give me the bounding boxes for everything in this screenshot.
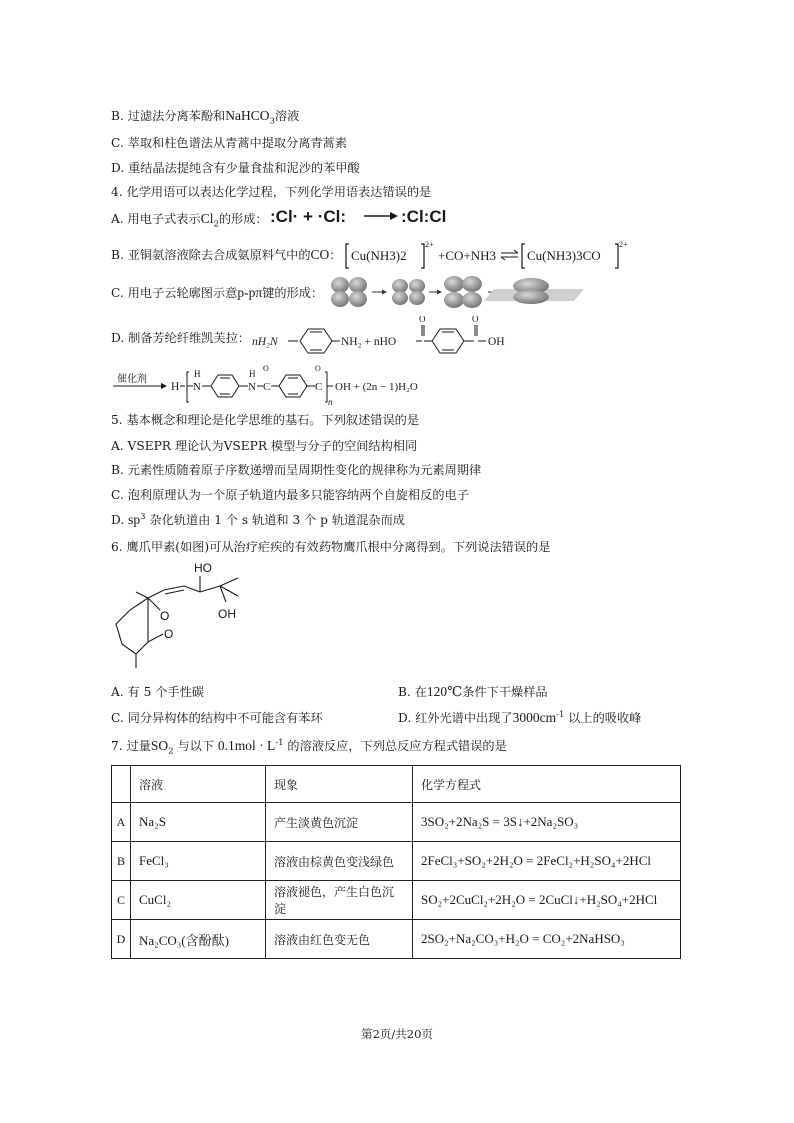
- q4-option-a: [111, 211, 268, 230]
- arrow-icon: [372, 290, 387, 295]
- benzene-ring-icon: [211, 375, 239, 397]
- subscript: 2: [168, 746, 174, 757]
- table-row: [112, 803, 681, 842]
- text: 溶液: [274, 109, 300, 123]
- row-label: C: [112, 881, 131, 920]
- superscript: -1: [275, 737, 284, 748]
- subscript: 3: [269, 116, 275, 127]
- equation-cell: 2SO₂+Na₂CO₃+H₂O = CO₂+2NaHSO₃: [413, 920, 681, 959]
- text: 条件下干燥样品: [462, 685, 548, 699]
- catalyst-label: 催化剂: [117, 374, 147, 385]
- q7-stem: [111, 737, 507, 757]
- p-orbital-pair-1: [331, 277, 367, 307]
- text: B. 过滤法分离苯酚和: [111, 109, 226, 123]
- dot-right: :Cl:Cl:: [401, 207, 448, 226]
- o-label: O: [263, 364, 269, 373]
- row-label: A: [112, 803, 131, 842]
- q4-option-c: [111, 285, 323, 301]
- text: 的形成：: [218, 212, 268, 226]
- solution-cell: Na₂S: [131, 803, 266, 842]
- q3-option-b: [111, 108, 300, 127]
- solution-cell: Na₂CO₃(含酚酞): [131, 920, 266, 959]
- phenomenon-cell: 溶液由棕黄色变浅绿色: [266, 842, 413, 881]
- arrow-icon: [429, 290, 442, 295]
- q5-stem: 5. 基本概念和理论是化学思维的基石。下列叙述错误的是: [111, 413, 420, 427]
- o-label: O: [472, 316, 479, 324]
- benzene-ring-icon: [432, 329, 464, 353]
- header-cell: 现象: [266, 766, 413, 803]
- q6-option-b: [398, 684, 548, 700]
- header-cell: 化学方程式: [413, 766, 681, 803]
- cu-ammonia-equation: [343, 238, 633, 272]
- q5-option-b: B. 元素性质随着原子序数递增而呈周期性变化的规律称为元素周期律: [111, 463, 482, 477]
- electron-dot-equation: [268, 202, 448, 230]
- chem-formula: SO: [150, 738, 169, 753]
- hydroxyl-top: HO: [194, 561, 212, 575]
- phenomenon-cell: 产生淡黄色沉淀: [266, 803, 413, 842]
- page-footer: 第2页/共20页: [361, 1027, 433, 1041]
- repeat-n: n: [328, 397, 333, 407]
- table-row: [112, 920, 681, 959]
- diacid-label: NH₂ + nHO: [341, 336, 397, 348]
- q4-option-b: [111, 247, 341, 263]
- o-label: O: [419, 316, 426, 324]
- text: 与以下: [173, 739, 218, 753]
- chem-value: 0.1mol · L: [217, 738, 276, 753]
- c-atom: C: [263, 381, 271, 393]
- chem-formula: NaHCO: [225, 108, 270, 123]
- superscript: 3: [140, 511, 146, 522]
- text: B. 亚铜氨溶液除去合成氨原料气中的: [111, 248, 311, 262]
- row-label: D: [112, 920, 131, 959]
- text: 7. 过量: [111, 739, 151, 753]
- superscript: -1: [556, 709, 565, 720]
- charge: 2+: [425, 240, 434, 249]
- header-cell: [112, 766, 131, 803]
- q3-option-c: C. 萃取和柱色谱法从青蒿中提取分离青蒿素: [111, 136, 348, 150]
- q6-stem: 6. 鹰爪甲素(如图)可从治疗疟疾的有效药物鹰爪根中分离得到。下列说法错误的是: [111, 540, 551, 554]
- q5-option-d: [111, 512, 405, 528]
- benzene-ring-icon: [300, 329, 332, 353]
- h-atom: H: [249, 369, 256, 379]
- pi-bond-cloud: [484, 278, 584, 304]
- chem-value: 3000cm: [512, 710, 557, 725]
- q3-option-d: D. 重结晶法提纯含有少量食盐和泥沙的苯甲酸: [111, 161, 360, 175]
- text: D. 红外光谱中出现了: [398, 711, 513, 725]
- p-orbital-overlap: [444, 276, 482, 308]
- reactants: +CO+NH3: [438, 248, 496, 263]
- phenomenon-cell: 溶液由红色变无色: [266, 920, 413, 959]
- equation-cell: SO₂+2CuCl₂+2H₂O = 2CuCl↓+H₂SO₄+2HCl: [413, 881, 681, 920]
- table-row: [112, 881, 681, 920]
- complex-product: Cu(NH3)3CO: [527, 248, 601, 263]
- chem-formula: Cl: [200, 211, 214, 226]
- subscript: 2: [213, 219, 219, 230]
- text: B. 在: [398, 685, 427, 699]
- text: C. 用电子云轮廓图示意: [111, 286, 238, 300]
- table-header-row: [112, 766, 681, 803]
- diamine-label: nH₂N: [252, 336, 278, 348]
- text: 键的形成：: [262, 286, 324, 300]
- oh-label: OH: [488, 336, 505, 348]
- o-label: O: [315, 364, 321, 373]
- chem-formula: sp: [128, 512, 141, 527]
- kevlar-monomers: [252, 316, 522, 360]
- phenomenon-cell: 溶液褪色，产生白色沉淀: [266, 881, 413, 920]
- text: 以上的吸收峰: [564, 711, 642, 725]
- n-atom: N: [248, 381, 256, 393]
- chem-value: 120℃: [426, 684, 463, 699]
- q4-stem: 4. 化学用语可以表达化学过程，下列化学用语表达错误的是: [111, 185, 432, 199]
- reaction-table: [111, 765, 681, 959]
- text: A. 用电子式表示: [111, 212, 201, 226]
- arrow-icon: [161, 383, 167, 389]
- text: D.: [111, 513, 129, 527]
- hydroxyl-bottom: OH: [218, 607, 236, 621]
- yingzhaosu-structure: [108, 558, 258, 672]
- peroxide-o2: O: [164, 627, 174, 641]
- row-label: B: [112, 842, 131, 881]
- solution-cell: CuCl₂: [131, 881, 266, 920]
- text: 杂化轨道由 1 个 s 轨道和 3 个 p 轨道混杂而成: [145, 513, 405, 527]
- table-row: [112, 842, 681, 881]
- q6-option-c: C. 同分异构体的结构中不可能含有苯环: [111, 711, 323, 725]
- solution-cell: FeCl₃: [131, 842, 266, 881]
- polymer-tail: OH + (2n − 1)H₂O: [335, 381, 418, 393]
- q5-option-a: A. VSEPR 理论认为VSEPR 模型与分子的空间结构相同: [111, 439, 418, 453]
- h-endgroup: H: [171, 381, 180, 393]
- kevlar-polymer: [111, 364, 451, 410]
- chem-formula: CO: [310, 247, 330, 262]
- charge: 2+: [619, 240, 628, 249]
- header-cell: 溶液: [131, 766, 266, 803]
- equation-cell: 2FeCl₃+SO₂+2H₂O = 2FeCl₂+H₂SO₄+2HCl: [413, 842, 681, 881]
- text: 的溶液反应，下列总反应方程式错误的是: [283, 739, 507, 753]
- p-orbital-pair-2: [392, 279, 425, 305]
- chem-formula: p-pπ: [237, 285, 263, 300]
- benzene-ring-icon: [279, 375, 307, 397]
- n-atom: N: [193, 381, 201, 393]
- arrow-icon: [390, 212, 398, 220]
- q6-option-a: A. 有 5 个手性碳: [111, 685, 204, 699]
- equation-cell: 3SO₂+2Na₂S = 3S↓+2Na₂SO₃: [413, 803, 681, 842]
- dot-left: :Cl· + ·Cl:: [270, 207, 347, 226]
- h-atom: H: [194, 369, 201, 379]
- equilibrium-arrow-icon: [501, 250, 518, 260]
- c-atom: C: [315, 381, 323, 393]
- peroxide-o1: O: [160, 609, 170, 623]
- q4-option-d: D. 制备芳纶纤维凯芙拉：: [111, 331, 250, 345]
- complex-reactant: Cu(NH3)2: [351, 248, 407, 263]
- q5-option-c: C. 泡利原理认为一个原子轨道内最多只能容纳两个自旋相反的电子: [111, 488, 469, 502]
- text: ：: [329, 248, 342, 262]
- q6-option-d: [398, 710, 641, 726]
- p-orbital-diagram: [326, 275, 586, 309]
